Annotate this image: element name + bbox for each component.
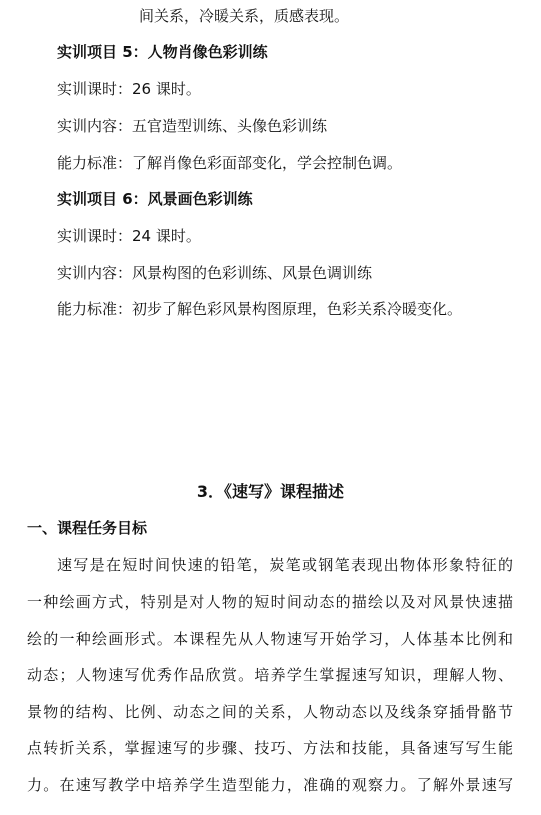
paragraph-line: 绘的一种绘画形式。本课程先从人物速写开始学习，人体基本比例和	[27, 630, 513, 648]
course-title: 3．《速写》课程描述	[196, 482, 345, 501]
paragraph-line: 点转折关系，掌握速写的步骤、技巧、方法和技能，具备速写写生能	[27, 739, 513, 757]
project-5-hours: 实训课时：26 课时。	[57, 80, 201, 98]
project-6-content: 实训内容：风景构图的色彩训练、风景色调训练	[57, 264, 373, 282]
project-5-heading: 实训项目 5：人物肖像色彩训练	[57, 43, 268, 61]
paragraph-line: 景物的结构、比例、动态之间的关系，人物动态以及线条穿插骨骼节	[27, 703, 513, 721]
project-5-content: 实训内容：五官造型训练、头像色彩训练	[57, 117, 328, 135]
project-6-hours: 实训课时：24 课时。	[57, 227, 201, 245]
project-6-standard: 能力标准：初步了解色彩风景构图原理，色彩关系冷暖变化。	[57, 300, 463, 318]
text-fragment-top: 间关系，冷暖关系，质感表现。	[139, 7, 350, 25]
project-5-standard: 能力标准：了解肖像色彩面部变化，学会控制色调。	[57, 154, 403, 172]
paragraph-line: 力。在速写教学中培养学生造型能力，准确的观察力。了解外景速写	[27, 776, 513, 794]
paragraph-line: 动态；人物速写优秀作品欣赏。培养学生掌握速写知识，理解人物、	[27, 666, 513, 684]
project-6-heading: 实训项目 6：风景画色彩训练	[57, 190, 253, 208]
paragraph-line: 一种绘画方式，特别是对人物的短时间动态的描绘以及对风景快速描	[27, 593, 513, 611]
section-heading: 一、课程任务目标	[27, 519, 148, 537]
paragraph-line: 速写是在短时间快速的铅笔，炭笔或钢笔表现出物体形象特征的	[57, 556, 513, 574]
